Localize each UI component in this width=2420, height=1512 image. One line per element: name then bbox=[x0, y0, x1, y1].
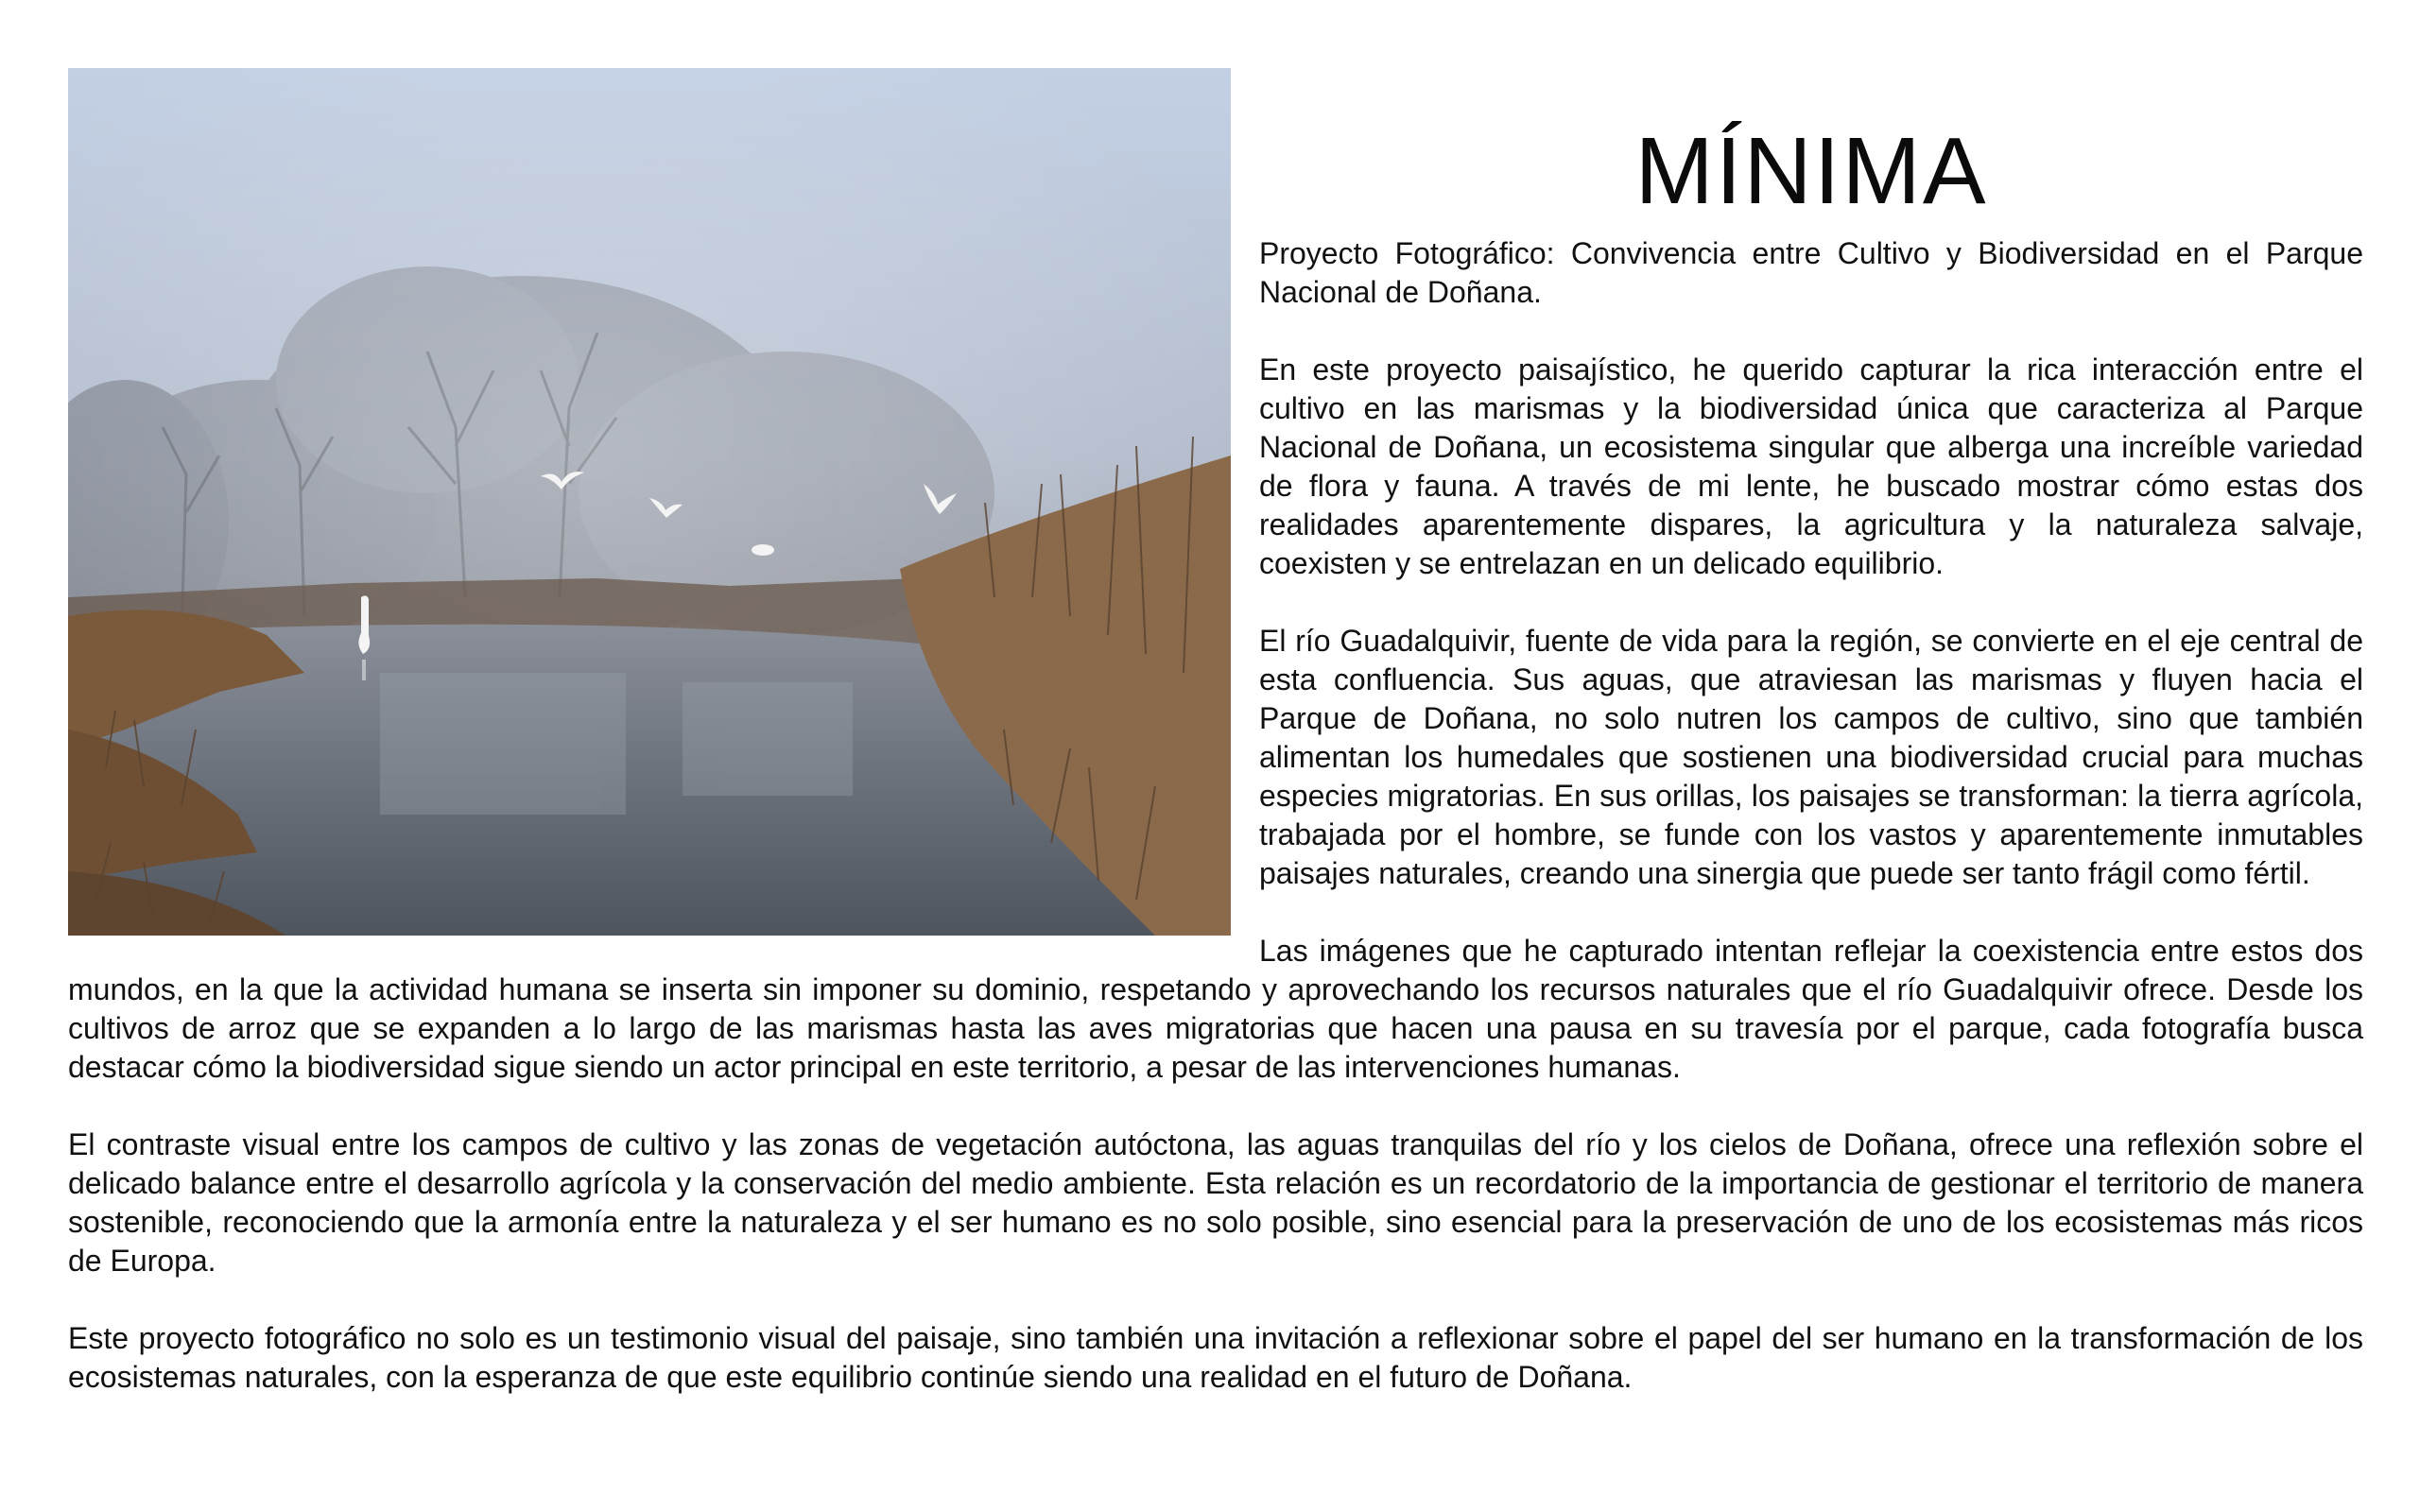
paragraph-contrast: El contraste visual entre los campos de cultivo y las zonas de vegetación autóctona, las aguas tranquilas del río y los cielos de Doñana, ofrece una reflexión sobre el delicado balance entre el desarrollo agrícola y la conservación del medio ambiente. Esta relación es un recordatorio de la importancia de gestionar el territorio de manera sostenible, reconociendo que la armonía entre la naturaleza y el ser humano es no solo posible, sino esencial para la preservación de uno de los ecosistemas más ricos de Europa. bbox=[68, 1127, 2363, 1278]
water-reflections bbox=[380, 673, 853, 815]
paragraph-images: Las imágenes que he capturado intentan reflejar la coexistencia entre estos dos mundos, en la que la actividad humana se inserta sin imponer su dominio, respetando y aprovechando los recursos naturales que el río Guadalquivir ofrece. Desde los cultivos de arroz que se expanden a lo largo de las marismas hasta las aves migratorias que hacen una pausa en su travesía por el parque, cada fotografía busca destacar cómo la biodiversidad sigue siendo un actor principal en este territorio, a pesar de las intervenciones humanas. bbox=[68, 934, 2363, 1084]
article bbox=[68, 68, 2363, 1435]
project-subtitle: Proyecto Fotográfico: Convivencia entre Cultivo y Biodiversidad en el Parque Nacional de Doñana. bbox=[1259, 236, 2363, 309]
page-title: MÍNIMA bbox=[1634, 118, 1988, 224]
paragraph-closing: Este proyecto fotográfico no solo es un testimonio visual del paisaje, sino también una invitación a reflexionar sobre el papel del ser humano en la transformación de los ecosistemas naturales, con la esperanza de que este equilibrio continúe siendo una realidad en el futuro de Doñana. bbox=[68, 1321, 2363, 1394]
misty-wetland-photo bbox=[68, 68, 1231, 936]
egret-landing bbox=[752, 544, 774, 556]
paragraph-intro: En este proyecto paisajístico, he querido capturar la rica interacción entre el cultivo en las marismas y la biodiversidad única que caracteriza al Parque Nacional de Doñana, un ecosistema singular que alberga una increíble variedad de flora y fauna. A través de mi lente, he buscado mostrar cómo estas dos realidades aparentemente dispares, la agricultura y la naturaleza salvaje, coexisten y se entrelazan en un delicado equilibrio. bbox=[1259, 352, 2363, 580]
egret-standing-reflection bbox=[362, 660, 366, 680]
paragraph-guadalquivir: El río Guadalquivir, fuente de vida para la región, se convierte en el eje central de esta confluencia. Sus aguas, que atraviesan las marismas y fluyen hacia el Parque de Doñana, no solo nutren los campos de cultivo, sino que también alimentan los humedales que sostienen una biodiversidad crucial para muchas especies migratorias. En sus orillas, los paisajes se transforman: la tierra agrícola, trabajada por el hombre, se funde con los vastos y aparentemente inmutables paisajes naturales, creando una sinergia que puede ser tanto frágil como fértil. bbox=[1259, 624, 2363, 890]
